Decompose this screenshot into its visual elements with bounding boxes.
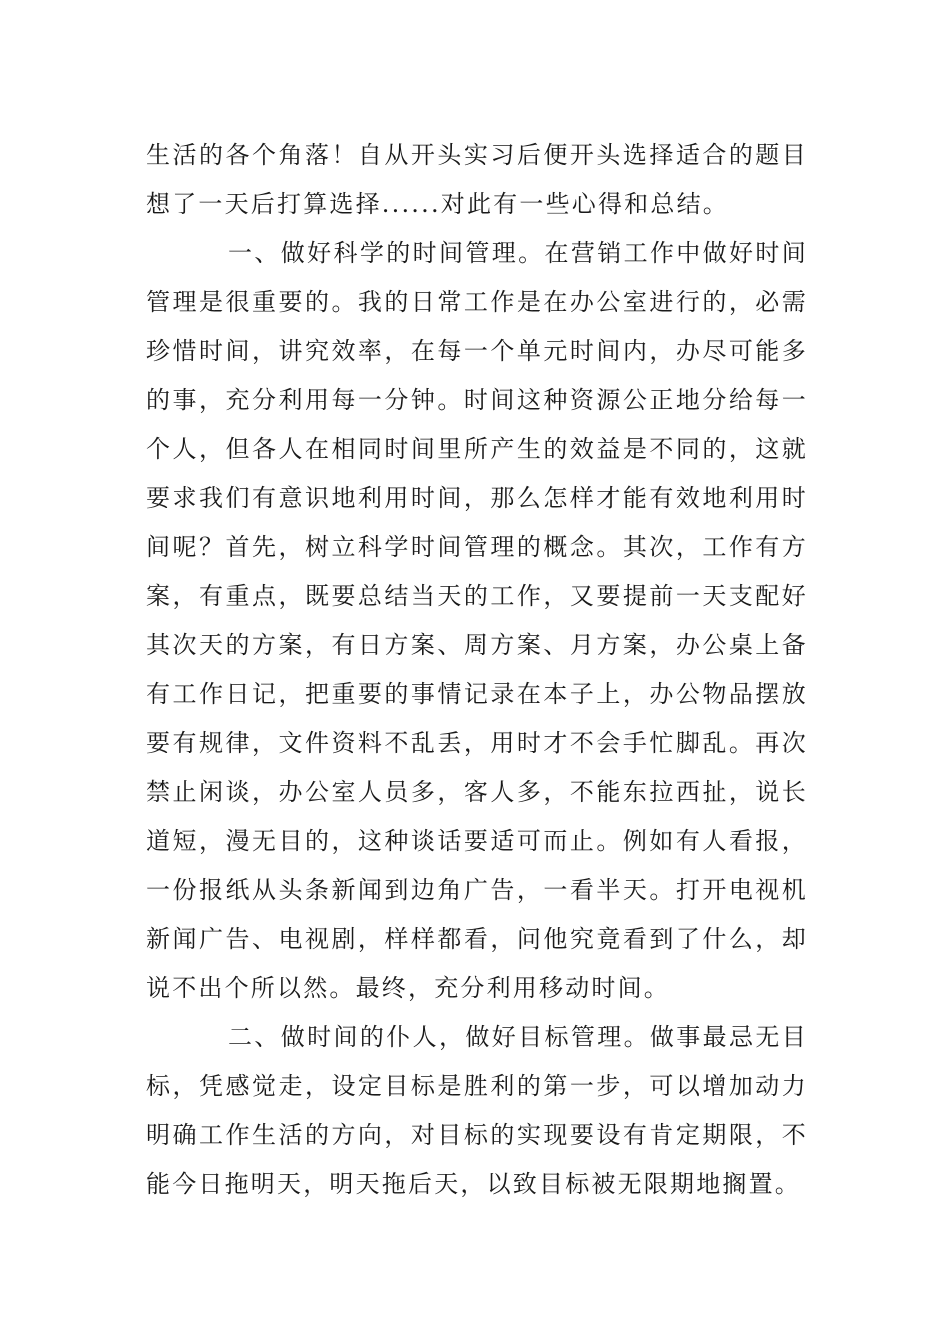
paragraph-continuation: 生活的各个角落！自从开头实习后便开头选择适合的题目想了一天后打算选择......对此有一些心得和总结。 xyxy=(146,141,808,218)
paragraph-goal-management: 二、做时间的仆人，做好目标管理。做事最忌无目标，凭感觉走，设定目标是胜利的第一步，可以增加动力明确工作生活的方向，对目标的实现要设有肯定期限，不能今日拖明天，明天拖后天，以致目标被无限期地搁置。 xyxy=(146,1023,808,1198)
document-body xyxy=(146,131,808,1209)
paragraph-time-management: 一、做好科学的时间管理。在营销工作中做好时间管理是很重要的。我的日常工作是在办公室进行的，必需珍惜时间，讲究效率，在每一个单元时间内，办尽可能多的事，充分利用每一分钟。时间这种资源公正地分给每一个人，但各人在相同时间里所产生的效益是不同的，这就要求我们有意识地利用时间，那么怎样才能有效地利用时间呢？首先，树立科学时间管理的概念。其次，工作有方案，有重点，既要总结当天的工作，又要提前一天支配好其次天的方案，有日方案、周方案、月方案，办公桌上备有工作日记，把重要的事情记录在本子上，办公物品摆放要有规律，文件资料不乱丢，用时才不会手忙脚乱。再次禁止闲谈，办公室人员多，客人多，不能东拉西扯，说长道短，漫无目的，这种谈话要适可而止。例如有人看报，一份报纸从头条新闻到边角广告，一看半天。打开电视机新闻广告、电视剧，样样都看，问他究竟看到了什么，却说不出个所以然。最终，充分利用移动时间。 xyxy=(146,239,808,1002)
